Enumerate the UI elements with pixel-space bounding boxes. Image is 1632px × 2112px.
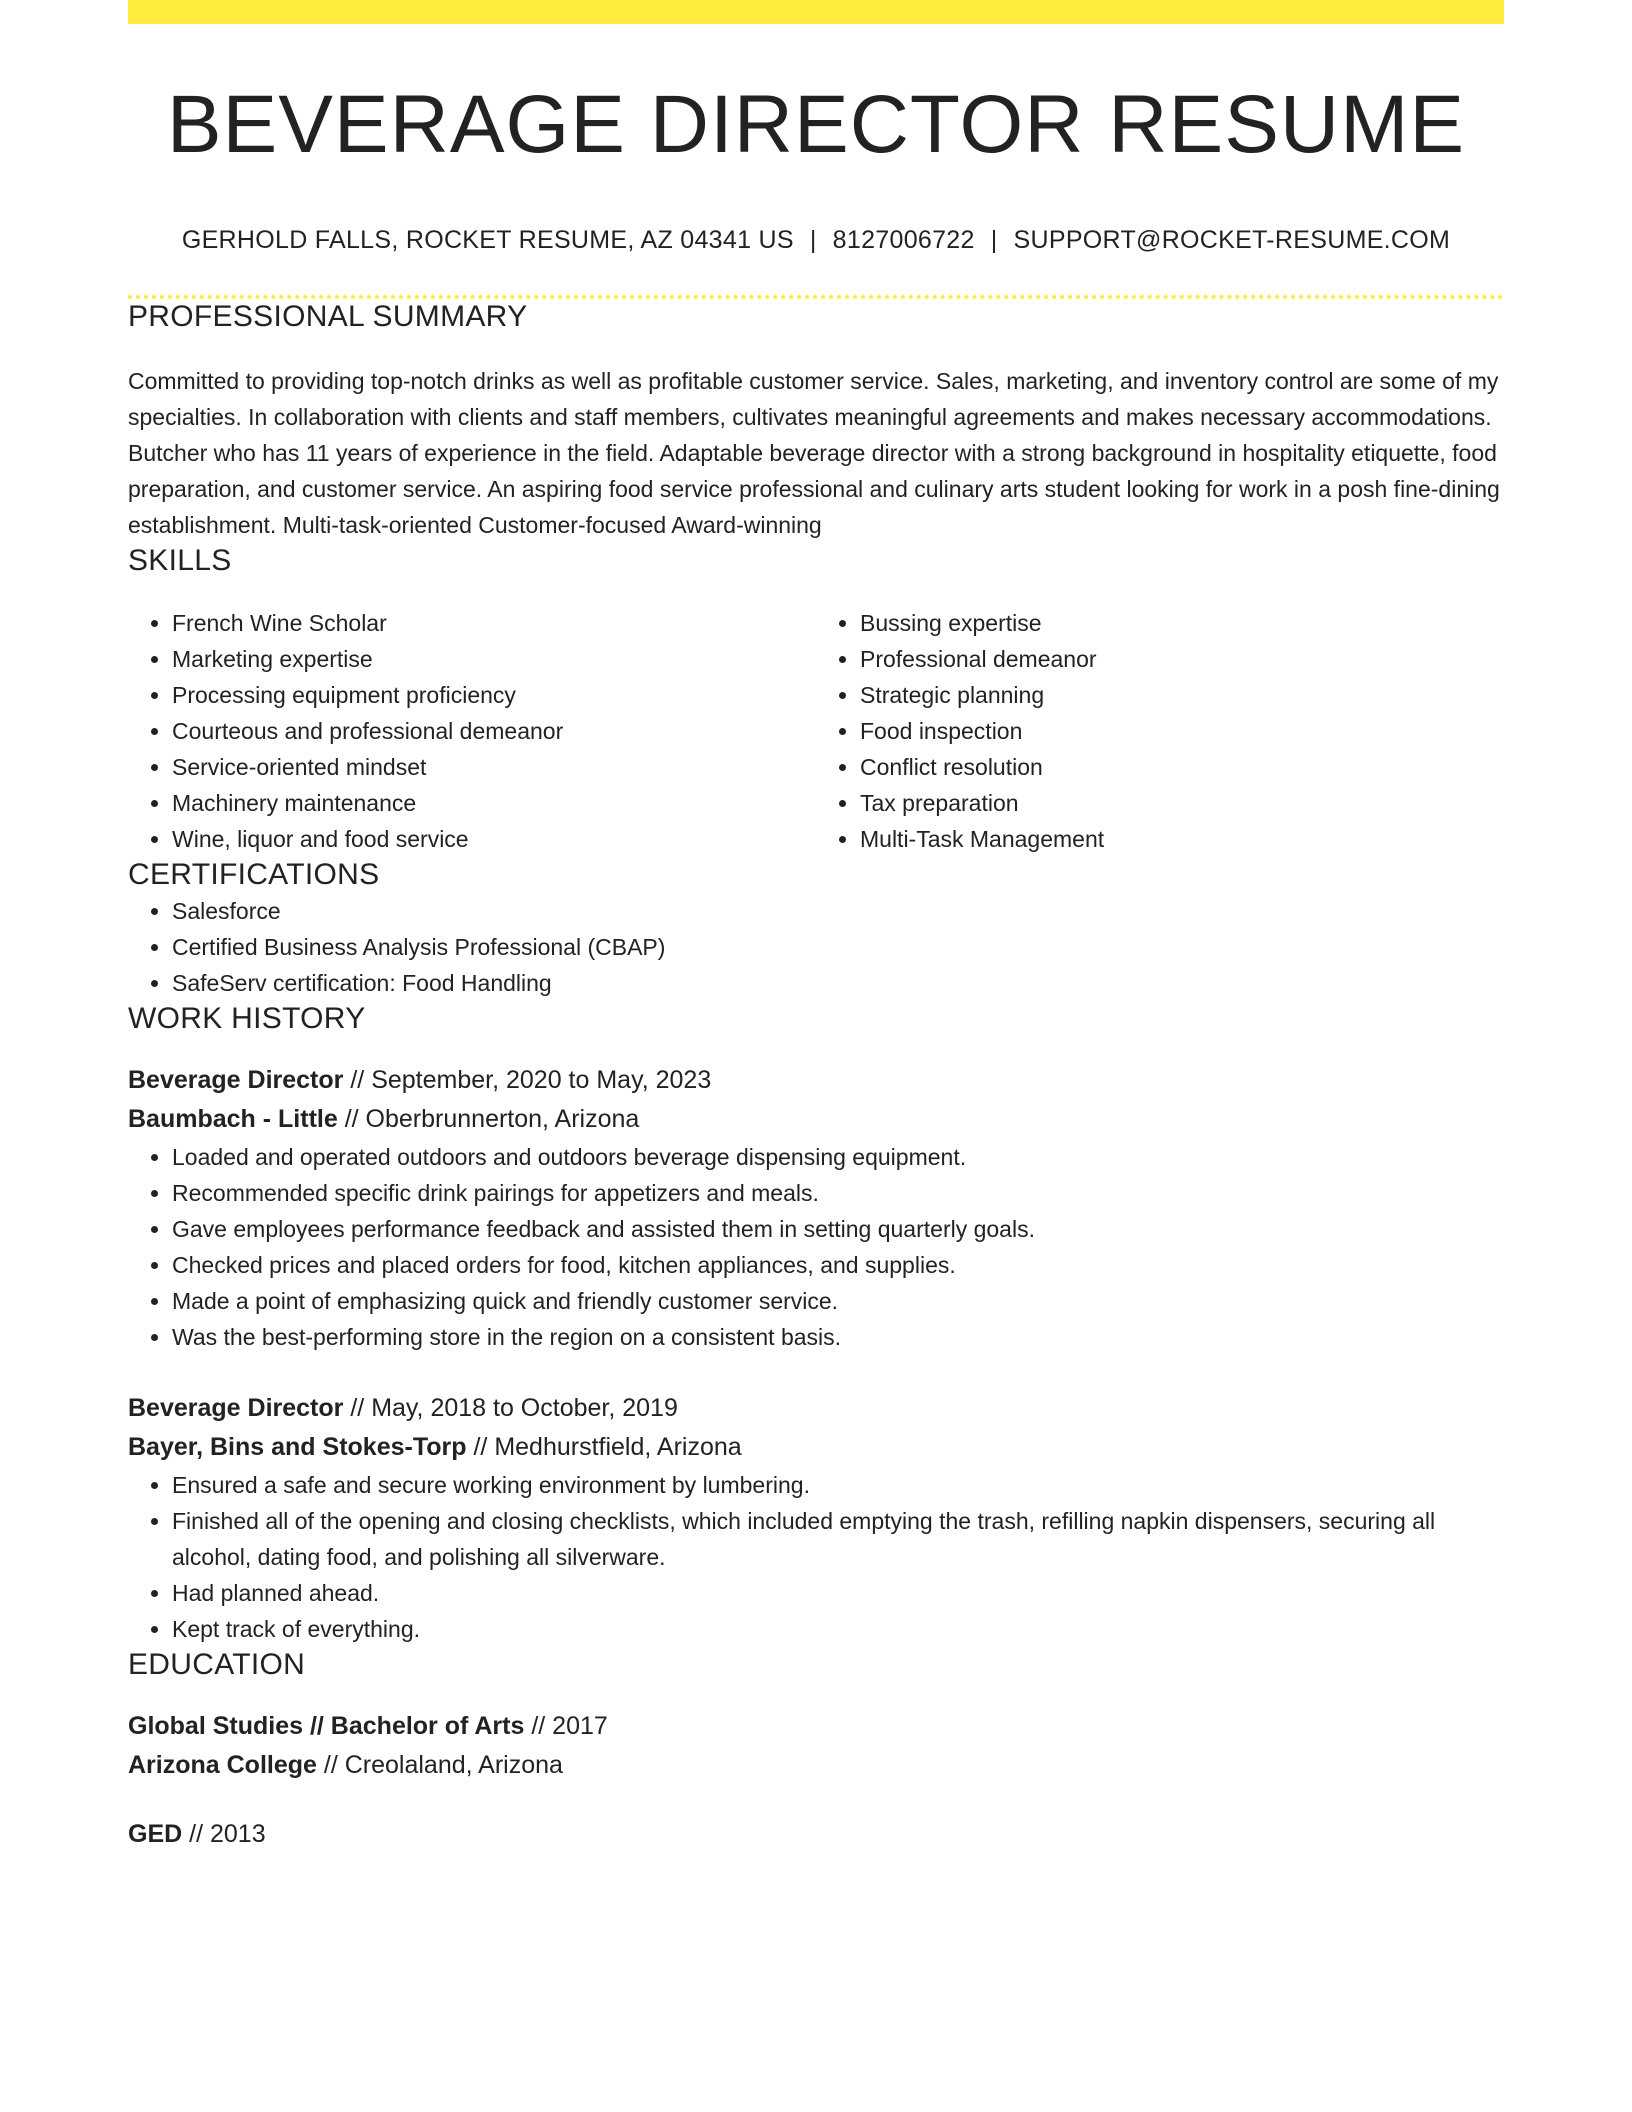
- summary-heading: PROFESSIONAL SUMMARY: [128, 300, 528, 334]
- contact-email: SUPPORT@ROCKET-RESUME.COM: [1013, 226, 1451, 255]
- job-bullet: • Recommended specific drink pairings for appetizers and meals.: [172, 1175, 1504, 1211]
- job-bullets: [128, 1139, 1504, 1355]
- education-year: 2013: [209, 1820, 266, 1849]
- job-bullets: [128, 1467, 1504, 1647]
- job-role: Beverage Director: [128, 1394, 344, 1423]
- education-separator: //: [316, 1751, 345, 1780]
- education-school: Arizona College: [128, 1751, 317, 1780]
- skill-item: • Processing equipment proficiency: [172, 677, 816, 713]
- skill-item: • Bussing expertise: [860, 605, 1504, 641]
- job-role: Beverage Director: [128, 1066, 344, 1095]
- job-location: Medhurstfield, Arizona: [494, 1433, 742, 1462]
- contact-separator: |: [809, 226, 817, 255]
- skills-right-list: [816, 605, 1504, 857]
- job-separator: //: [343, 1394, 372, 1423]
- job-bullet: • Had planned ahead.: [172, 1575, 1504, 1611]
- skills-grid: [128, 605, 1504, 857]
- job-dates: May, 2018 to October, 2019: [371, 1394, 678, 1423]
- education-heading: EDUCATION: [128, 1648, 306, 1682]
- job-separator: //: [466, 1433, 495, 1462]
- contact-line: [128, 225, 1504, 255]
- skill-item: • Tax preparation: [860, 785, 1504, 821]
- education-degree-line: [128, 1707, 1504, 1746]
- job-title-line: [128, 1389, 1504, 1428]
- skills-left-list: [128, 605, 816, 857]
- certification-item: • Certified Business Analysis Professional (CBAP): [172, 929, 1504, 965]
- job-bullet: • Kept track of everything.: [172, 1611, 1504, 1647]
- skill-item: • Machinery maintenance: [172, 785, 816, 821]
- certifications-heading: CERTIFICATIONS: [128, 858, 380, 892]
- resume-content: [128, 0, 1504, 1854]
- contact-address: GERHOLD FALLS, ROCKET RESUME, AZ 04341 US: [181, 226, 794, 255]
- education-school-line: [128, 1746, 1504, 1785]
- skill-item: • Conflict resolution: [860, 749, 1504, 785]
- skill-item: • Marketing expertise: [172, 641, 816, 677]
- education-degree-line: [128, 1815, 1504, 1854]
- skill-item: • Service-oriented mindset: [172, 749, 816, 785]
- job-separator: //: [337, 1105, 366, 1134]
- job-bullet: • Was the best-performing store in the region on a consistent basis.: [172, 1319, 1504, 1355]
- education-separator: //: [524, 1712, 553, 1741]
- job-company-line: [128, 1428, 1504, 1467]
- certification-item: • Salesforce: [172, 893, 1504, 929]
- job-company: Baumbach - Little: [128, 1105, 338, 1134]
- job-location: Oberbrunnerton, Arizona: [365, 1105, 640, 1134]
- job-separator: //: [343, 1066, 372, 1095]
- skill-item: • Food inspection: [860, 713, 1504, 749]
- job-bullet: • Loaded and operated outdoors and outdoors beverage dispensing equipment.: [172, 1139, 1504, 1175]
- work-history-heading: WORK HISTORY: [128, 1002, 366, 1036]
- summary-text: Committed to providing top-notch drinks as well as profitable customer service. Sales, marketing, and inventory control are some of my specialties. In collaboration with clients and staff members, cultivates meaningful agreements and makes necessary accommodations. Butcher who has 11 years of experience in the field. Adaptable beverage director with a strong background in hospitality etiquette, food preparation, and customer service. An aspiring food service professional and culinary arts student looking for work in a posh fine-dining establishment. Multi-task-oriented Customer-focused Award-winning: [128, 368, 1500, 539]
- certification-item: • SafeServ certification: Food Handling: [172, 965, 1504, 1001]
- education-separator: //: [182, 1820, 210, 1849]
- skill-item: • Professional demeanor: [860, 641, 1504, 677]
- skill-item: • Multi-Task Management: [860, 821, 1504, 857]
- skills-heading: SKILLS: [128, 544, 232, 578]
- job-company: Bayer, Bins and Stokes-Torp: [128, 1433, 467, 1462]
- education-degree: GED: [128, 1820, 183, 1849]
- job-bullet: • Ensured a safe and secure working environment by lumbering.: [172, 1467, 1504, 1503]
- contact-separator: |: [990, 226, 998, 255]
- education-year: 2017: [552, 1712, 608, 1741]
- skill-item: • Strategic planning: [860, 677, 1504, 713]
- certifications-list: [128, 893, 1504, 1001]
- job-bullet: • Made a point of emphasizing quick and friendly customer service.: [172, 1283, 1504, 1319]
- education-location: Creolaland, Arizona: [344, 1751, 563, 1780]
- skill-item: • Courteous and professional demeanor: [172, 713, 816, 749]
- job-company-line: [128, 1100, 1504, 1139]
- skill-item: • French Wine Scholar: [172, 605, 816, 641]
- job-dates: September, 2020 to May, 2023: [371, 1066, 712, 1095]
- skill-item: • Wine, liquor and food service: [172, 821, 816, 857]
- job-title-line: [128, 1061, 1504, 1100]
- resume-title: BEVERAGE DIRECTOR RESUME: [166, 79, 1466, 170]
- job-bullet: • Checked prices and placed orders for food, kitchen appliances, and supplies.: [172, 1247, 1504, 1283]
- contact-phone: 8127006722: [832, 226, 975, 255]
- education-degree: Global Studies // Bachelor of Arts: [128, 1712, 525, 1741]
- job-bullet: • Finished all of the opening and closing checklists, which included emptying the trash, refilling napkin dispensers, securing all alcohol, dating food, and polishing all silverware.: [172, 1503, 1504, 1575]
- accent-top-bar: [128, 0, 1504, 24]
- job-bullet: • Gave employees performance feedback and assisted them in setting quarterly goals.: [172, 1211, 1504, 1247]
